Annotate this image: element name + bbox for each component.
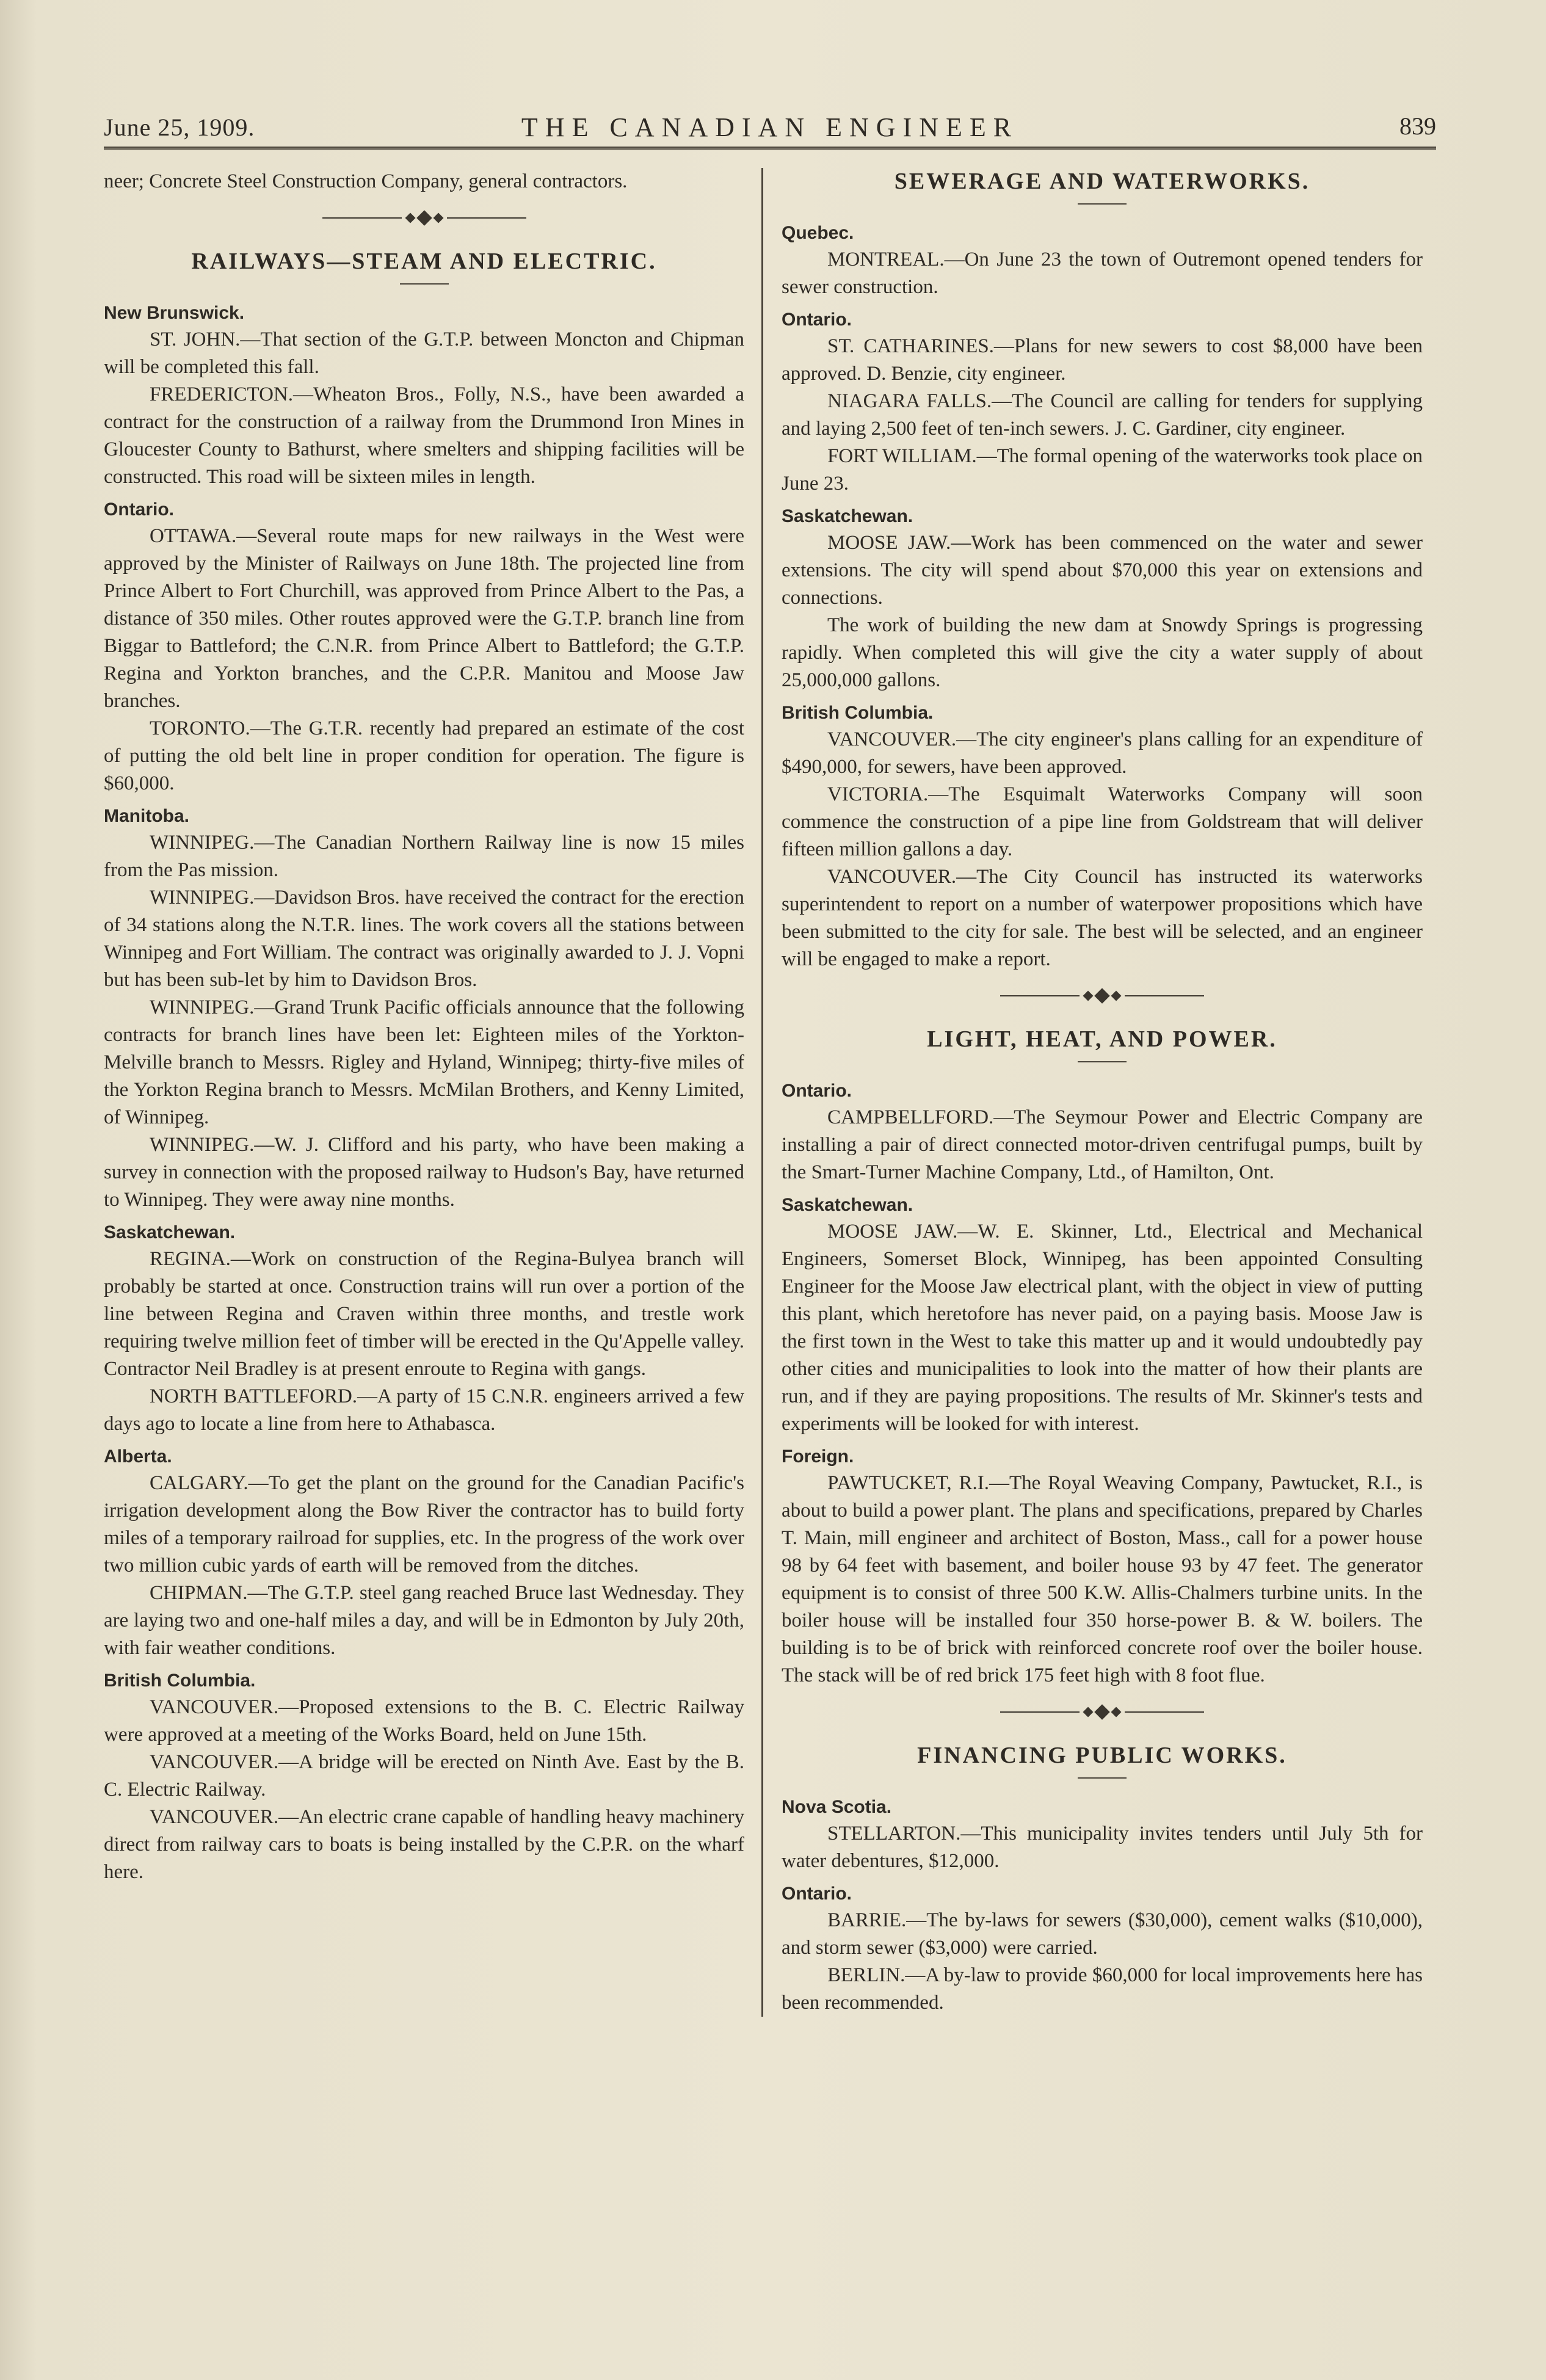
section-divider-ornament (104, 212, 744, 223)
article-columns (104, 168, 1436, 2017)
province-heading: Saskatchewan. (782, 506, 913, 526)
province-heading: Ontario. (782, 310, 852, 330)
journal-title: THE CANADIAN ENGINEER (521, 112, 1019, 142)
news-item: BARRIE.—The by-laws for sewers ($30,000), cement walks ($10,000), and storm sewer ($3,000) were carried. (782, 1909, 1423, 1959)
news-item: NORTH BATTLEFORD.—A party of 15 C.N.R. engineers arrived a few days ago to locate a line from here to Athabasca. (104, 1385, 744, 1435)
news-item: ST. CATHARINES.—Plans for new sewers to cost $8,000 have been approved. D. Benzie, city engineer. (782, 335, 1423, 385)
news-item: VANCOUVER.—The City Council has instructed its waterworks superintendent to report on a number of waterpower propositions which have been submitted to the city for sale. The best will be selected, and an engineer will be engaged to make a report. (782, 866, 1423, 970)
news-item: STELLARTON.—This municipality invites tenders until July 5th for water debentures, $12,000. (782, 1823, 1423, 1872)
news-item: REGINA.—Work on construction of the Regina-Bulyea branch will probably be started at once. Construction trains will run over a portion of the line between Regina and Craven within three months, and trestle work requiring twelve million feet of timber will be erected in the Qu'Appelle valley. Contractor Neil Bradley is at present enroute to Regina with gangs. (104, 1248, 744, 1380)
province-heading: Saskatchewan. (782, 1195, 913, 1215)
province-heading: Foreign. (782, 1446, 854, 1467)
news-item: CHIPMAN.—The G.T.P. steel gang reached Bruce last Wednesday. They are laying two and one-half miles a day, and will be in Edmonton by July 20th, with fair weather conditions. (104, 1582, 744, 1659)
news-item: VANCOUVER.—An electric crane capable of handling heavy machinery direct from railway cars to boats is being installed by the C.P.R. on the wharf here. (104, 1806, 744, 1883)
news-item: NIAGARA FALLS.—The Council are calling for tenders for supplying and laying 2,500 feet of ten-inch sewers. J. C. Gardiner, city engineer. (782, 390, 1423, 440)
news-item: WINNIPEG.—Grand Trunk Pacific officials announce that the following contracts for branch lines have been let: Eighteen miles of the Yorkton-Melville branch to Messrs. Rigley and Hyland, Winnipeg; thirty-five miles of the Yorkton Regina branch to Messrs. McMilan Brothers, and Kenny Limited, of Winnipeg. (104, 996, 744, 1128)
section-title-financing: FINANCING PUBLIC WORKS. (917, 1743, 1287, 1768)
province-heading: Saskatchewan. (104, 1222, 236, 1243)
province-heading: New Brunswick. (104, 303, 245, 323)
province-heading: Ontario. (782, 1081, 852, 1101)
news-item: WINNIPEG.—W. J. Clifford and his party, who have been making a survey in connection with the proposed railway to Hudson's Bay, have returned to Winnipeg. They were away nine months. (104, 1134, 744, 1211)
section-title-railways: RAILWAYS—STEAM AND ELECTRIC. (191, 249, 657, 274)
news-item: VANCOUVER.—The city engineer's plans calling for an expenditure of $490,000, for sewers, have been approved. (782, 728, 1423, 778)
news-item: MOOSE JAW.—W. E. Skinner, Ltd., Electrical and Mechanical Engineers, Somerset Block, Winnipeg, has been appointed Consulting Engineer for the Moose Jaw electrical plant, with the object in view of putting this plant, which heretofore has never paid, on a paying basis. Moose Jaw is the first town in the West to take this matter up and it would undoubtedly pay other cities and municipalities to look into the matter of how their plants are run, and if they are paying propositions. The results of Mr. Skinner's tests and experiments will be looked for with interest. (782, 1221, 1423, 1435)
news-item: WINNIPEG.—The Canadian Northern Railway line is now 15 miles from the Pas mission. (104, 832, 744, 881)
section-title-light-heat-power: LIGHT, HEAT, AND POWER. (927, 1026, 1277, 1052)
right-column (763, 168, 1423, 2017)
left-column (104, 168, 763, 2017)
province-heading: Ontario. (104, 499, 175, 520)
news-item: FORT WILLIAM.—The formal opening of the waterworks took place on June 23. (782, 445, 1423, 495)
continued-paragraph: neer; Concrete Steel Construction Company, general contractors. (104, 170, 628, 192)
section-title-sewerage: SEWERAGE AND WATERWORKS. (894, 169, 1310, 194)
province-heading: Manitoba. (104, 806, 189, 826)
province-heading: British Columbia. (104, 1671, 256, 1691)
title-rule (1078, 1061, 1127, 1062)
news-item: FREDERICTON.—Wheaton Bros., Folly, N.S., have been awarded a contract for the construction of a railway from the Drummond Iron Mines in Gloucester County to Bathurst, where smelters and shipping facilities will be constructed. This road will be sixteen miles in length. (104, 383, 744, 488)
news-item: MONTREAL.—On June 23 the town of Outremont opened tenders for sewer construction. (782, 249, 1423, 298)
news-item: The work of building the new dam at Snowdy Springs is progressing rapidly. When completed this will give the city a water supply of about 25,000,000 gallons. (782, 614, 1423, 691)
news-item: BERLIN.—A by-law to provide $60,000 for local improvements here has been recommended. (782, 1964, 1423, 2014)
news-item: ST. JOHN.—That section of the G.T.P. between Moncton and Chipman will be completed this fall. (104, 328, 744, 378)
news-item: CALGARY.—To get the plant on the ground for the Canadian Pacific's irrigation development along the Bow River the contractor has to build forty miles of a temporary railroad for supplies, etc. In the progress of the work over two million cubic yards of earth will be removed from the ditches. (104, 1472, 744, 1576)
title-rule (1078, 1777, 1127, 1779)
news-item: WINNIPEG.—Davidson Bros. have received the contract for the erection of 34 stations along the N.T.R. lines. The work covers all the stations between Winnipeg and Fort William. The contract was originally awarded to J. J. Vopni but has been sub-let by him to Davidson Bros. (104, 887, 744, 991)
news-item: VANCOUVER.—A bridge will be erected on Ninth Ave. East by the B. C. Electric Railway. (104, 1751, 744, 1801)
news-item: MOOSE JAW.—Work has been commenced on the water and sewer extensions. The city will spend about $70,000 this year on extensions and connections. (782, 532, 1423, 609)
province-heading: Quebec. (782, 223, 854, 243)
section-divider-ornament (782, 1707, 1423, 1718)
news-item: CAMPBELLFORD.—The Seymour Power and Electric Company are installing a pair of direct connected motor-driven centrifugal pumps, built by the Smart-Turner Machine Company, Ltd., of Hamilton, Ont. (782, 1106, 1423, 1183)
title-rule (1078, 203, 1127, 205)
title-rule (400, 283, 449, 285)
province-heading: British Columbia. (782, 703, 934, 723)
province-heading: Nova Scotia. (782, 1797, 892, 1817)
province-heading: Ontario. (782, 1884, 852, 1904)
news-item: PAWTUCKET, R.I.—The Royal Weaving Company, Pawtucket, R.I., is about to build a power plant. The plans and specifications, prepared by Charles T. Main, mill engineer and architect of Boston, Mass., call for a power house 98 by 64 feet with basement, and boiler house 93 by 47 feet. The generator equipment is to consist of three 500 K.W. Allis-Chalmers turbine units. In the boiler house will be installed four 350 horse-power B. & W. boilers. The building is to be of brick with reinforced concrete roof over the boiler house. The stack will be of red brick 175 feet high with 8 foot flue. (782, 1472, 1423, 1686)
page-header (104, 110, 1436, 150)
news-item: VICTORIA.—The Esquimalt Waterworks Company will soon commence the construction of a pipe line from Goldstream that will deliver fifteen million gallons a day. (782, 783, 1423, 860)
news-item: VANCOUVER.—Proposed extensions to the B. C. Electric Railway were approved at a meeting of the Works Board, held on June 15th. (104, 1696, 744, 1746)
news-item: OTTAWA.—Several route maps for new railways in the West were approved by the Minister of Railways on June 18th. The projected line from Prince Albert to Fort Churchill, was approved from Prince Albert to the Pas, a distance of 350 miles. Other routes approved were the G.T.P. branch line from Biggar to Battleford; the C.N.R. from Prince Albert to Battleford; the G.T.P. Regina and Yorkton branches, and the C.P.R. Manitou and Moose Jaw branches. (104, 525, 744, 712)
province-heading: Alberta. (104, 1446, 172, 1467)
page-number: 839 (1399, 112, 1436, 140)
news-item: TORONTO.—The G.T.R. recently had prepared an estimate of the cost of putting the old belt line in proper condition for operation. The figure is $60,000. (104, 717, 744, 794)
issue-date: June 25, 1909. (104, 114, 255, 141)
section-divider-ornament (782, 990, 1423, 1001)
